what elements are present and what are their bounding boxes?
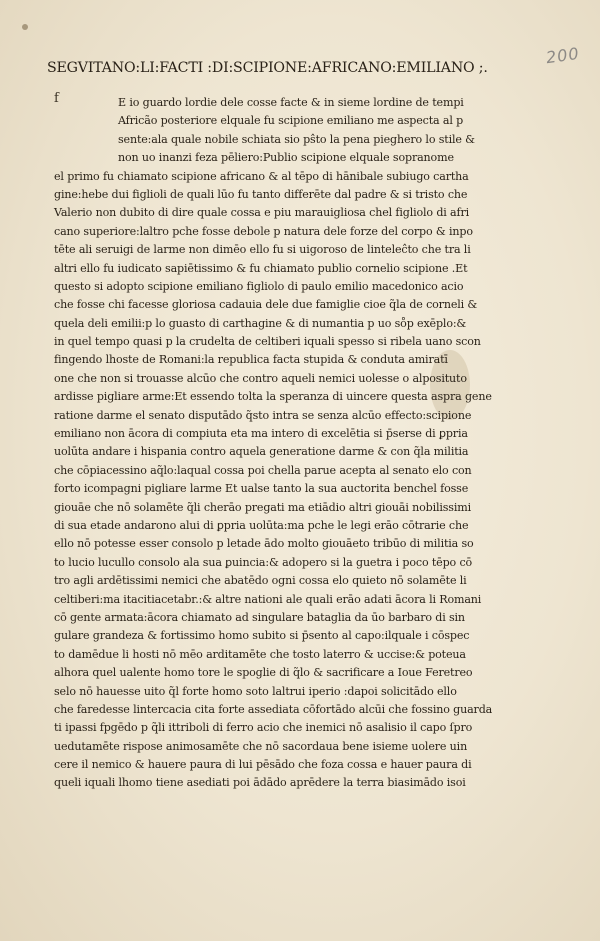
text-line: che faredesse lintercacia cita forte assediata cōfortādo alcūi che fossino guarda <box>54 702 493 716</box>
text-line: fingendo lhoste de Romani:la republica facta stupida & conduta amiratī <box>54 353 448 367</box>
ink-spot <box>22 24 28 30</box>
text-line: gulare grandeza & fortissimo homo subito si p̄sento al capo:ilquale i cōspec <box>54 629 470 643</box>
text-line: cere il nemico & hauere paura di lui pēsādo che foza cossa e hauer paura di <box>54 758 472 772</box>
text-line: cano superiore:laltro pche fosse debole p natura dele forze del corpo & inpo <box>54 224 473 238</box>
text-line: alhora quel ualente homo tore le spoglie di q̃lo & sacrificare a Ioue Feretreo <box>54 666 473 680</box>
text-line: selo nō hauesse uito q̃l forte homo soto laltrui iperio :dapoi solicitādo ello <box>54 684 457 698</box>
text-line: quela deli emilii:p lo guasto di carthagine & di numantia p uo so̊p exēplo:& <box>54 316 467 330</box>
text-line: altri ello fu iudicato sapiētissimo & fu chiamato publio cornelio scipione .Et <box>54 261 468 275</box>
text-line: to damēdue li hosti nō mēo arditamēte che tosto laterro & uccise:& poteua <box>54 647 466 661</box>
text-line: tēte ali seruigi de larme non dimēo ello fu si uigoroso de linteleĉto che tra li <box>54 243 471 257</box>
text-line: ello nō potesse esser consolo p letade ādo molto giouāeto tribūo di militia so <box>54 537 474 551</box>
text-line: non uo inanzi feza pēliero:Publio scipione elquale sopranome <box>118 151 454 165</box>
text-line: ardisse pigliare arme:Et essendo tolta la speranza di uincere questa aspra gene <box>54 390 492 404</box>
text-line: che cōpiacessino aq̃lo:laqual cossa poi chella parue acepta al senato elo con <box>54 463 472 477</box>
text-line: queli iquali lhomo tiene asediati poi ādādo aprēdere la terra biasimādo isoi <box>54 776 466 790</box>
text-line: in quel tempo quasi p la crudelta de celtiberi iquali spesso si ribela uano scon <box>54 335 481 349</box>
text-line: uedutamēte rispose animosamēte che nō sacordaua bene isieme uolere uin <box>54 739 468 753</box>
text-line: che fosse chi facesse gloriosa cadauia dele due famiglie cioe q̃la de corneli & <box>54 298 478 312</box>
text-line: gine:hebe dui figlioli de quali lūo fu tanto differēte dal padre & si tristo che <box>54 187 468 201</box>
running-head: SEGVITANO:LI:FACTI :DI:SCIPIONE:AFRICANO:EMILIANO ;. <box>47 60 488 76</box>
initial-guide-letter: f <box>54 91 59 106</box>
text-line: giouāe che nō solamēte q̃li cherāo pregati ma etiādio altri giouāi nobilissimi <box>54 500 472 514</box>
text-line: E io guardo lordie dele cosse facte & in sieme lordine de tempi <box>118 96 464 109</box>
text-line: cō gente armata:ācora chiamato ad singulare bataglia da ūo barbaro di sin <box>54 610 465 624</box>
text-line: tro agli ardētissimi nemici che abatēdo ogni cossa elo quieto nō solamēte li <box>54 574 467 588</box>
text-line: to lucio lucullo consolo ala sua ꝑuincia:& adopero si la guetra i poco tēpo cō <box>54 555 473 569</box>
text-line: celtiberi:ma itacitiacetabr.:& altre nationi ale quali erāo adati ācora li Romani <box>54 592 482 606</box>
text-line: sente:ala quale nobile schiata sio pŝto la pena pieghero lo stile & <box>118 132 475 146</box>
text-line: Africão posteriore elquale fu scipione emiliano me aspecta al p <box>118 114 464 128</box>
text-line: ratione darme el senato disputādo q̃sto intra se senza alcūo effecto:scipione <box>54 408 472 422</box>
text-line: one che non si trouasse alcūo che contro aqueli nemici uolesse o alposituto <box>54 371 467 385</box>
text-line: ti ipassi fpgēdo p q̃li ittriboli di ferro acio che inemici nō asalisio il capo ſpro <box>54 721 473 735</box>
text-line: Valerio non dubito di dire quale cossa e piu marauigliosa chel figliolo di afri <box>54 206 470 220</box>
text-line: questo si adopto scipione emiliano figliolo di paulo emilio macedonico acio <box>54 279 464 293</box>
body-text <box>54 94 564 793</box>
text-line: emiliano non ācora di compiuta eta ma intero di excelētia si p̄serse di ꝑpria <box>54 427 468 441</box>
text-line: el primo fu chiamato scipione africano & al tēpo di hānibale subiugo cartha <box>54 169 469 183</box>
text-line: di sua etade andarono alui di ꝑpria uolūta:ma pche le legi erāo cōtrarie che <box>54 518 469 532</box>
text-line: uolūta andare i hispania contro aquela generatione darme & con q̃la militia <box>54 445 469 459</box>
folio-number: 200 <box>544 43 581 68</box>
text-line: forto icompagni pigliare larme Et ualse tanto la sua auctorita benchel fosse <box>54 482 469 496</box>
